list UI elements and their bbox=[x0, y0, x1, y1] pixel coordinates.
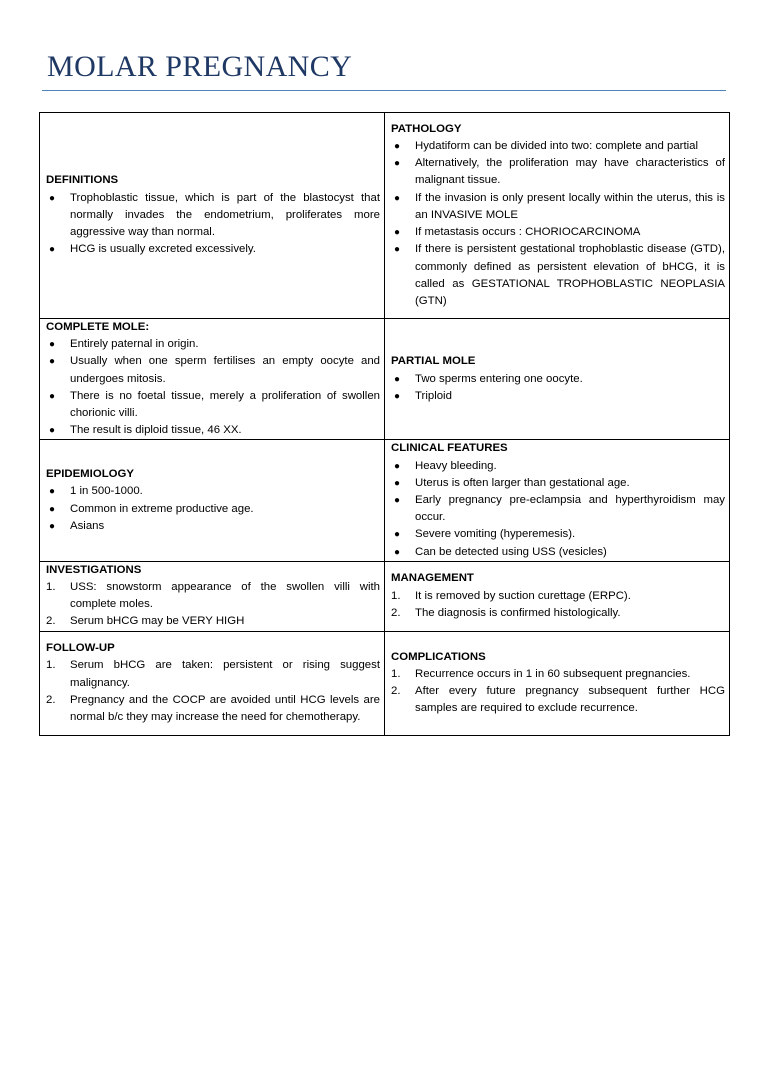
bullet-icon: ● bbox=[394, 373, 401, 385]
bullet-icon: ● bbox=[394, 141, 401, 153]
list-item: 2. The diagnosis is confirmed histologically. bbox=[391, 605, 725, 622]
list-item: ● If there is persistent gestational trophoblastic disease (GTD), commonly defined as persistent elevation of bHCG, it is called as GESTATIONAL TROPHOBLASTIC NEOPLASIA (GTN) bbox=[394, 243, 725, 307]
list-item: ● Common in extreme productive age. bbox=[46, 501, 380, 518]
list-item: ● Triploid bbox=[391, 388, 725, 405]
bullet-icon: ● bbox=[49, 244, 56, 256]
bullet-icon: ● bbox=[394, 495, 401, 507]
list-number: 1. bbox=[46, 581, 56, 594]
list-item: ● Can be detected using USS (vesicles) bbox=[391, 544, 725, 561]
complete-mole-heading: COMPLETE MOLE: bbox=[46, 321, 150, 333]
definitions-list bbox=[46, 190, 380, 259]
list-item: ● Uterus is often larger than gestational age. bbox=[391, 475, 725, 492]
list-item: ● HCG is usually excreted excessively. bbox=[46, 241, 380, 258]
bullet-icon: ● bbox=[394, 158, 401, 170]
list-item: ● If metastasis occurs : CHORIOCARCINOMA bbox=[391, 224, 725, 241]
complications-heading: COMPLICATIONS bbox=[391, 650, 486, 663]
list-number: 2. bbox=[46, 693, 56, 706]
complications-cell bbox=[385, 631, 730, 735]
epidemiology-heading: EPIDEMIOLOGY bbox=[46, 468, 134, 481]
table-row bbox=[40, 561, 730, 631]
pathology-heading: PATHOLOGY bbox=[391, 122, 462, 135]
pathology-list bbox=[391, 138, 725, 310]
list-item: ● Heavy bleeding. bbox=[391, 458, 725, 475]
partial-mole-cell bbox=[385, 319, 730, 440]
management-heading: MANAGEMENT bbox=[391, 572, 474, 585]
list-number: 1. bbox=[391, 667, 401, 680]
list-item: ● Entirely paternal in origin. bbox=[46, 336, 380, 353]
list-number: 2. bbox=[391, 606, 401, 619]
list-number: 2. bbox=[391, 685, 401, 698]
bullet-icon: ● bbox=[49, 339, 56, 351]
list-item: 1. USS: snowstorm appearance of the swollen villi with complete moles. bbox=[46, 581, 380, 611]
list-item: 1. Serum bHCG are taken: persistent or rising suggest malignancy. bbox=[46, 659, 380, 689]
list-item: ● The result is diploid tissue, 46 XX. bbox=[46, 422, 380, 439]
partial-mole-heading: PARTIAL MOLE bbox=[391, 355, 476, 368]
list-item: ● Alternatively, the proliferation may have characteristics of malignant tissue. bbox=[394, 157, 725, 187]
list-number: 1. bbox=[391, 589, 401, 602]
follow-up-cell bbox=[40, 631, 385, 735]
table-row bbox=[40, 631, 730, 735]
epidemiology-cell bbox=[40, 440, 385, 561]
list-item: ● There is no foetal tissue, merely a proliferation of swollen chorionic villi. bbox=[49, 389, 380, 420]
follow-up-list bbox=[46, 657, 380, 726]
list-item: 1. It is removed by suction curettage (ERPC). bbox=[391, 588, 725, 605]
list-item: ● Asians bbox=[46, 518, 380, 535]
list-item: ● If the invasion is only present locally within the uterus, this is an INVASIVE MOLE bbox=[394, 191, 725, 221]
bullet-icon: ● bbox=[394, 460, 401, 472]
complications-list bbox=[391, 666, 725, 718]
title-underline bbox=[42, 90, 726, 91]
bullet-icon: ● bbox=[394, 227, 401, 239]
partial-mole-list bbox=[391, 371, 725, 405]
table-row bbox=[40, 319, 730, 440]
table-row bbox=[40, 440, 730, 561]
management-list bbox=[391, 588, 725, 622]
complete-mole-cell bbox=[40, 319, 385, 440]
definitions-heading: DEFINITIONS bbox=[46, 174, 119, 187]
investigations-list bbox=[46, 579, 380, 631]
list-item: 2. Pregnancy and the COCP are avoided until HCG levels are normal b/c they may increase the need for chemotherapy. bbox=[46, 693, 380, 723]
bullet-icon: ● bbox=[394, 477, 401, 489]
list-item: ● Two sperms entering one oocyte. bbox=[391, 371, 725, 388]
list-number: 2. bbox=[46, 615, 56, 628]
list-item: 2. Serum bHCG may be VERY HIGH bbox=[46, 613, 380, 630]
bullet-icon: ● bbox=[394, 390, 401, 402]
bullet-icon: ● bbox=[394, 192, 401, 204]
bullet-icon: ● bbox=[49, 425, 56, 437]
page-title: MOLAR PREGNANCY bbox=[47, 50, 353, 83]
list-item: ● Early pregnancy pre-eclampsia and hyperthyroidism may occur. bbox=[394, 494, 725, 524]
list-item: ● Trophoblastic tissue, which is part of the blastocyst that normally invades the endometrium, proliferates more aggressive way than normal. bbox=[49, 191, 380, 239]
definitions-cell bbox=[40, 113, 385, 319]
clinical-features-list bbox=[391, 458, 725, 561]
list-item: 1. Recurrence occurs in 1 in 60 subsequent pregnancies. bbox=[391, 666, 725, 683]
bullet-icon: ● bbox=[49, 390, 56, 402]
follow-up-heading: FOLLOW-UP bbox=[46, 642, 115, 655]
investigations-heading: INVESTIGATIONS bbox=[46, 563, 142, 576]
bullet-icon: ● bbox=[394, 529, 401, 541]
list-item: ● Severe vomiting (hyperemesis). bbox=[391, 526, 725, 543]
clinical-features-heading: CLINICAL FEATURES bbox=[391, 442, 508, 455]
complete-mole-list bbox=[46, 336, 380, 439]
list-item: ● Hydatiform can be divided into two: complete and partial bbox=[391, 138, 725, 155]
bullet-icon: ● bbox=[49, 192, 56, 204]
table-row bbox=[40, 113, 730, 319]
bullet-icon: ● bbox=[394, 546, 401, 558]
clinical-features-cell bbox=[385, 440, 730, 561]
management-cell bbox=[385, 561, 730, 631]
bullet-icon: ● bbox=[394, 244, 401, 256]
bullet-icon: ● bbox=[49, 503, 56, 515]
bullet-icon: ● bbox=[49, 520, 56, 532]
list-item: 2. After every future pregnancy subsequent further HCG samples are required to exclude recurrence. bbox=[391, 685, 725, 715]
investigations-cell bbox=[40, 561, 385, 631]
list-item: ● Usually when one sperm fertilises an empty oocyte and undergoes mitosis. bbox=[49, 355, 380, 385]
bullet-icon: ● bbox=[49, 486, 56, 498]
pathology-cell bbox=[385, 113, 730, 319]
list-item: ● 1 in 500-1000. bbox=[46, 483, 380, 500]
list-number: 1. bbox=[46, 659, 56, 672]
epidemiology-list bbox=[46, 483, 380, 535]
bullet-icon: ● bbox=[49, 356, 56, 368]
notes-table bbox=[39, 112, 730, 736]
